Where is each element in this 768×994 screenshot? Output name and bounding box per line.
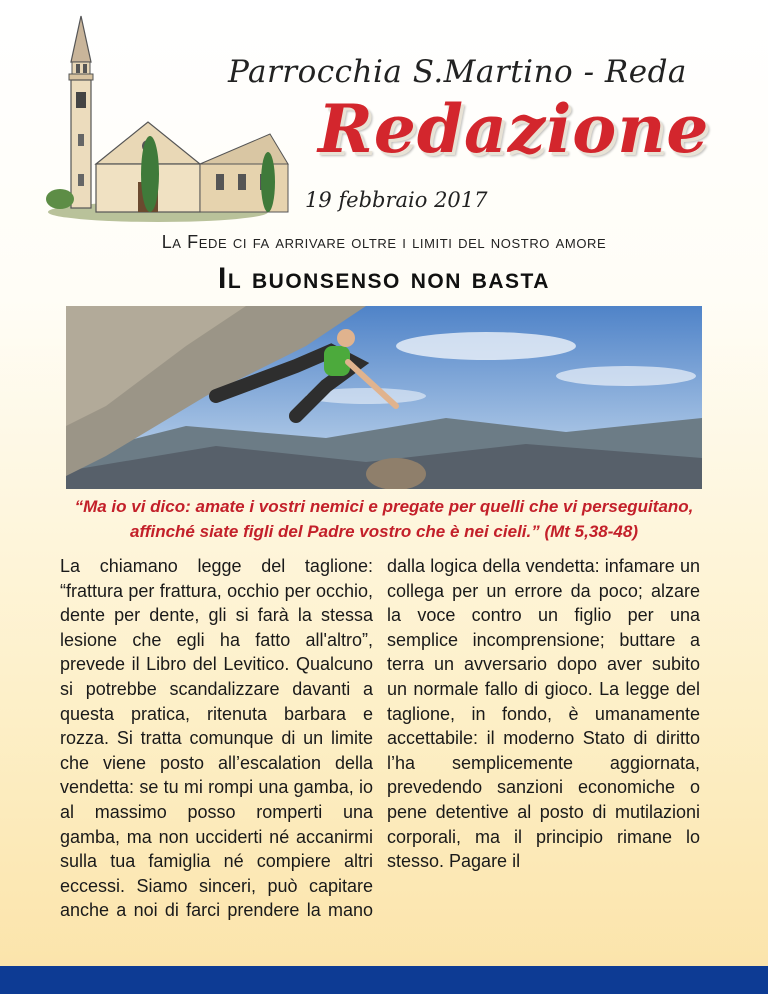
- article-kicker: La Fede ci fa arrivare oltre i limiti del nostro amore: [161, 232, 607, 252]
- issue-date: 19 febbraio 2017: [305, 188, 488, 212]
- header: [0, 0, 768, 230]
- article-paragraph: La chiamano legge del taglione: “frattura per frattura, occhio per occhio, dente per dente, gli si farà la stessa lesione che egli ha fatto all'altro”, prevede il Libro del Levitico. Qualcuno si potrebbe scandalizzare davanti a questa pratica, ritenuta barbara e rozza. Si tratta comunque di un limite che viene posto all’escalation della vendetta: se tu mi rompi una gamba, io al massimo posso romperti una gamba, ma non ucciderti né accanirmi sulla tua famiglia né compiere altri eccessi. Siamo sinceri, può capitare anche a noi di farci prendere la mano dalla logica della vendetta: infamare un collega per un errore da poco; alzare la voce contro un figlio per una semplice incomprensione; buttare a terra un avversario dopo aver subito un normale fallo di gioco. La legge del taglione, in fondo, è umanamente accettabile: il moderno Stato di diritto l’ha semplicemente aggiornata, prevedendo sanzioni economiche o pene detentive al posto di mutilazioni corporali, ma il principio rimane lo stesso. Pagare il: [60, 556, 700, 921]
- scripture-quote: “Ma io vi dico: amate i vostri nemici e pregate per quelli che vi perseguitano, affinché siate figli del Padre vostro che è nei cieli.” (Mt 5,38-48): [74, 497, 694, 541]
- masthead-title: Redazione: [318, 90, 710, 168]
- article-headline: Il buonsenso non basta: [218, 262, 550, 295]
- article-body: [60, 554, 700, 944]
- parish-name: Parrocchia S.Martino - Reda: [228, 54, 687, 90]
- church-illustration: [38, 14, 300, 226]
- footer-bar: [0, 966, 768, 994]
- climber-photo: [66, 306, 702, 489]
